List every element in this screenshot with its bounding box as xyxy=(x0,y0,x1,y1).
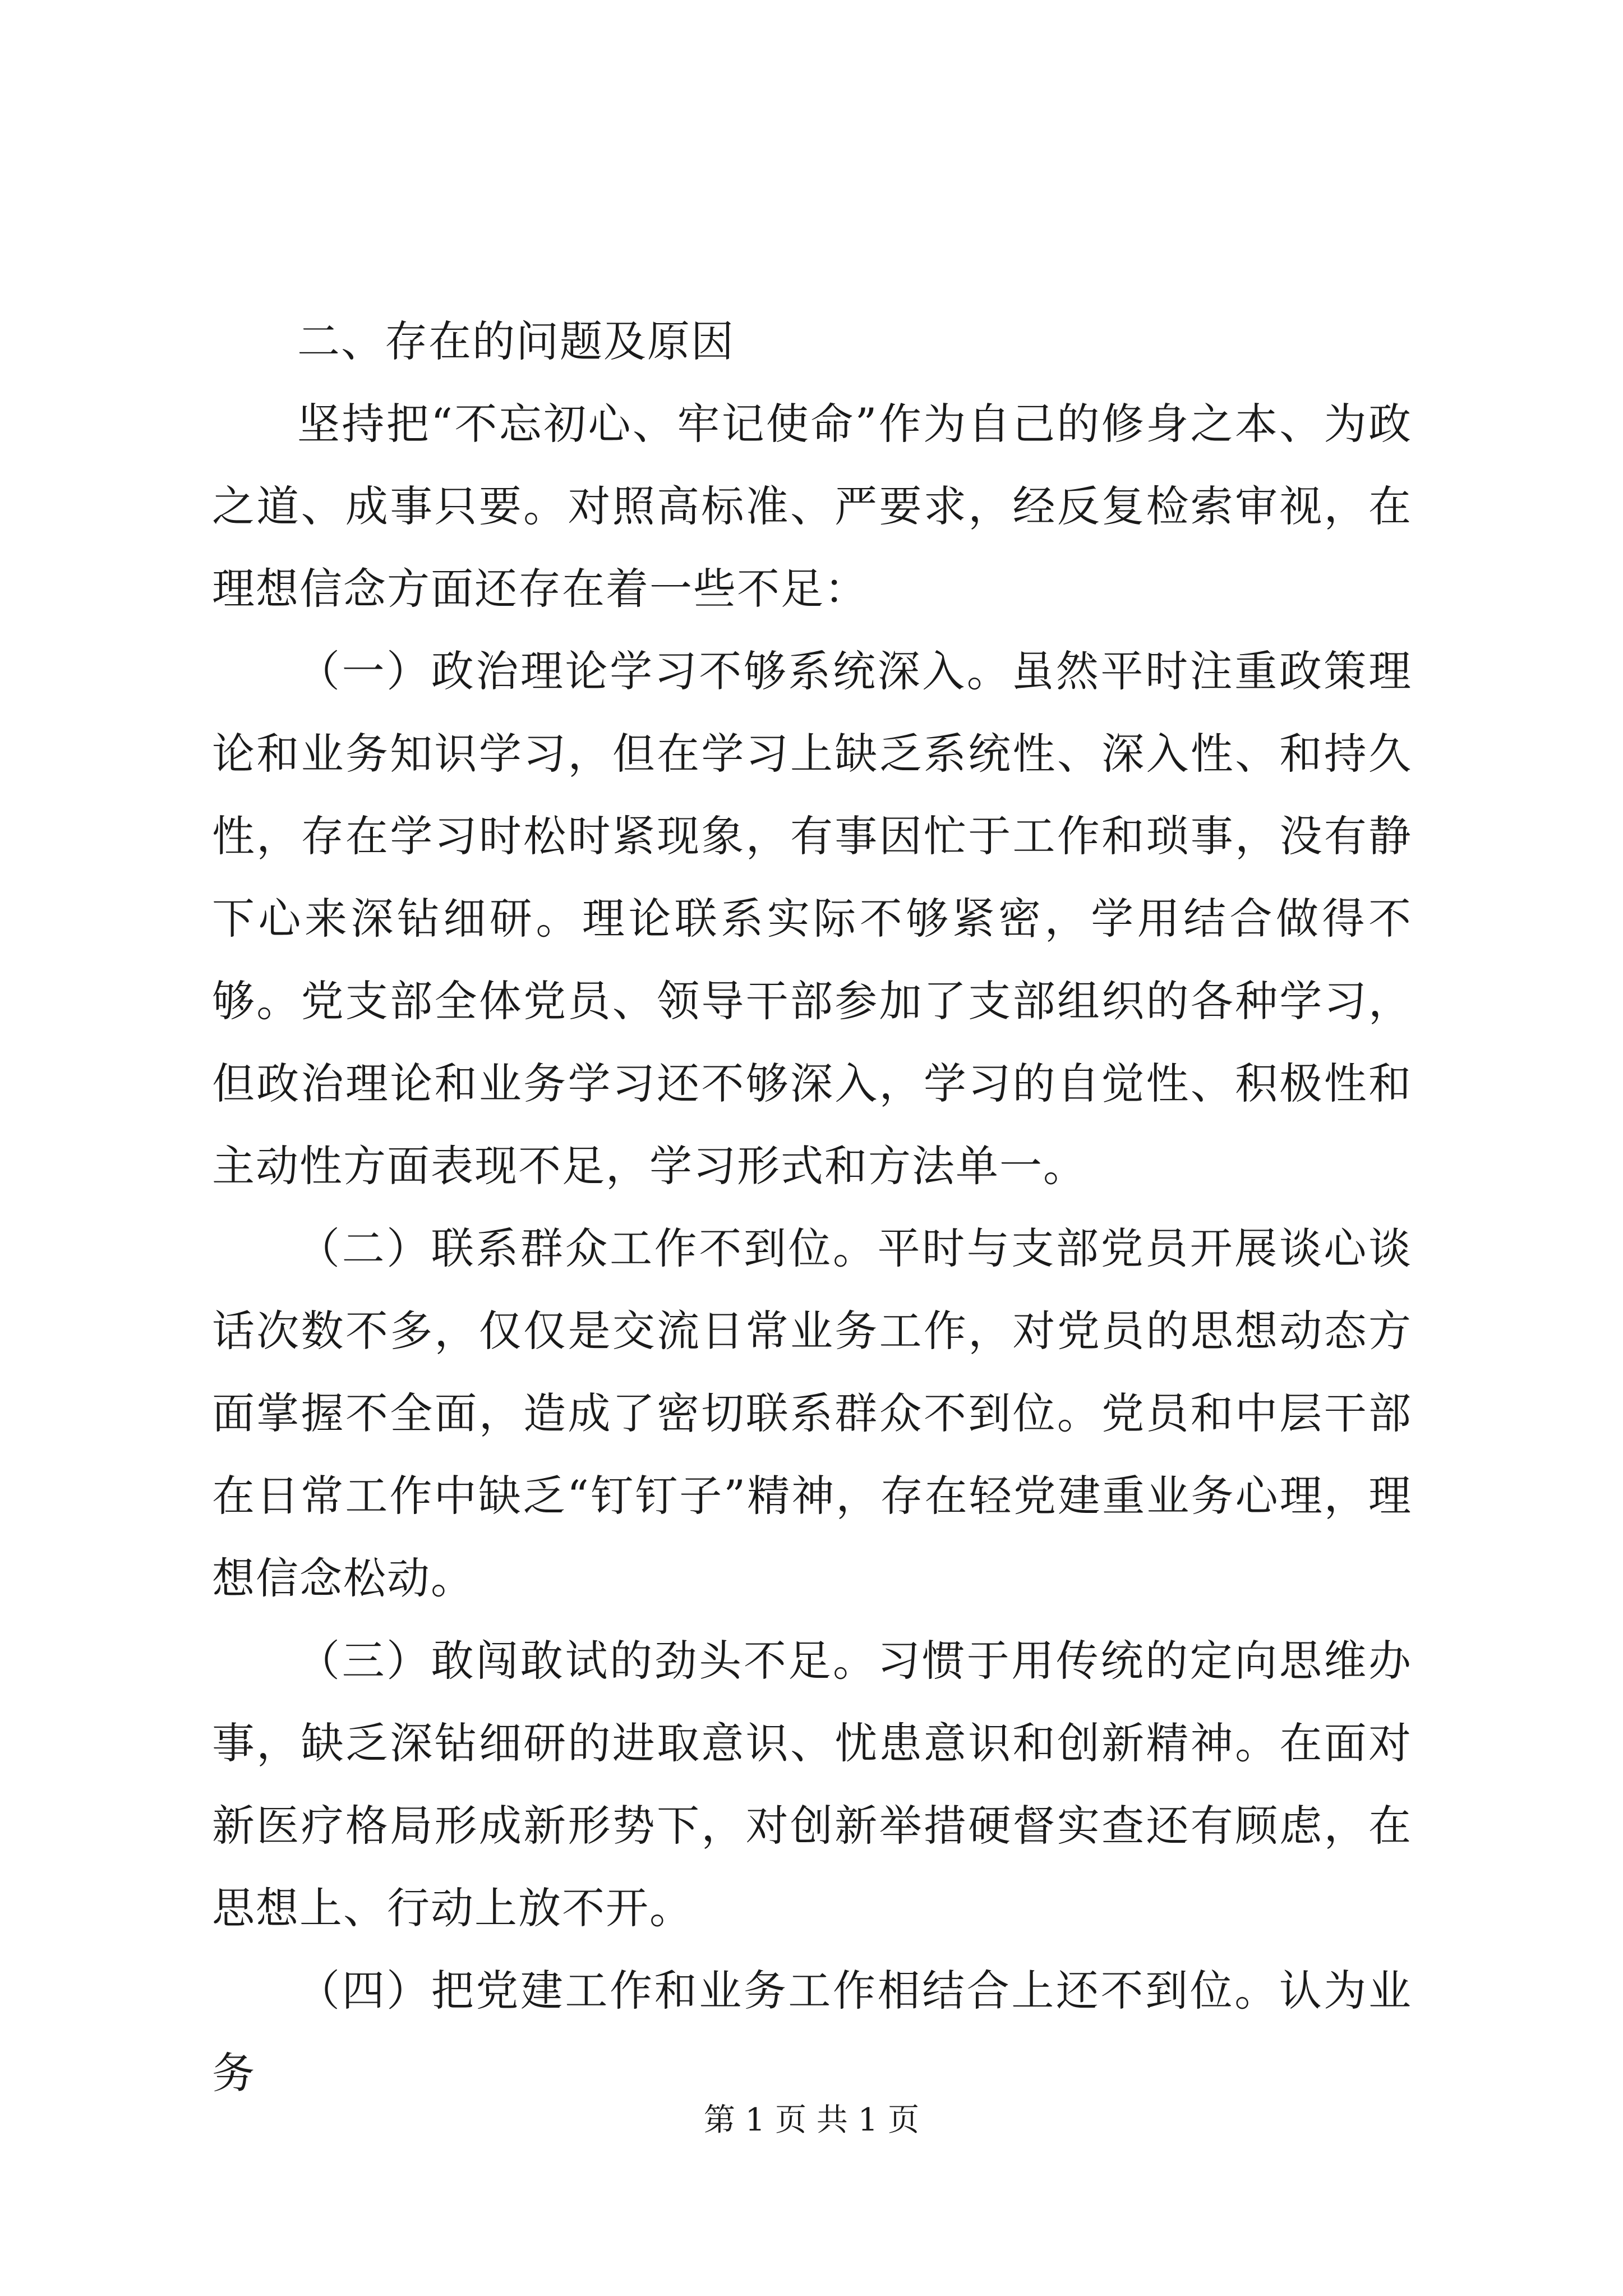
paragraph-item-4: （四）把党建工作和业务工作相结合上还不到位。认为业务 xyxy=(212,1966,1412,2098)
paragraph-item-2: （二）联系群众工作不到位。平时与支部党员开展谈心谈话次数不多，仅仅是交流日常业务工作，对党员的思想动态方面掌握不全面，造成了密切联系群众不到位。党员和中层干部在日常工作中缺乏“钉钉子”精神，存在轻党建重业务心理，理想信念松动。 xyxy=(212,1223,1412,1603)
section-heading: 二、存在的问题及原因 xyxy=(297,316,735,366)
paragraph-item-3: （三）敢闯敢试的劲头不足。习惯于用传统的定向思维办事，缺乏深钻细研的进取意识、忧患意识和创新精神。在面对新医疗格局形成新形势下，对创新举措硬督实查还有顾虑，在思想上、行动上放不开。 xyxy=(212,1636,1412,1933)
page-footer: 第 1 页 共 1 页 xyxy=(703,2102,920,2138)
paragraph-item-1: （一）政治理论学习不够系统深入。虽然平时注重政策理论和业务知识学习，但在学习上缺乏系统性、深入性、和持久性，存在学习时松时紧现象，有事因忙于工作和琐事，没有静下心来深钻细研。理论联系实际不够紧密，学用结合做得不够。党支部全体党员、领导干部参加了支部组织的各种学习，但政治理论和业务学习还不够深入，学习的自觉性、积极性和主动性方面表现不足，学习形式和方法单一。 xyxy=(212,646,1412,1191)
paragraph-intro: 坚持把“不忘初心、牢记使命”作为自己的修身之本、为政之道、成事只要。对照高标准、严要求，经反复检索审视，在理想信念方面还存在着一些不足： xyxy=(212,399,1412,614)
document-body xyxy=(212,300,1412,2114)
